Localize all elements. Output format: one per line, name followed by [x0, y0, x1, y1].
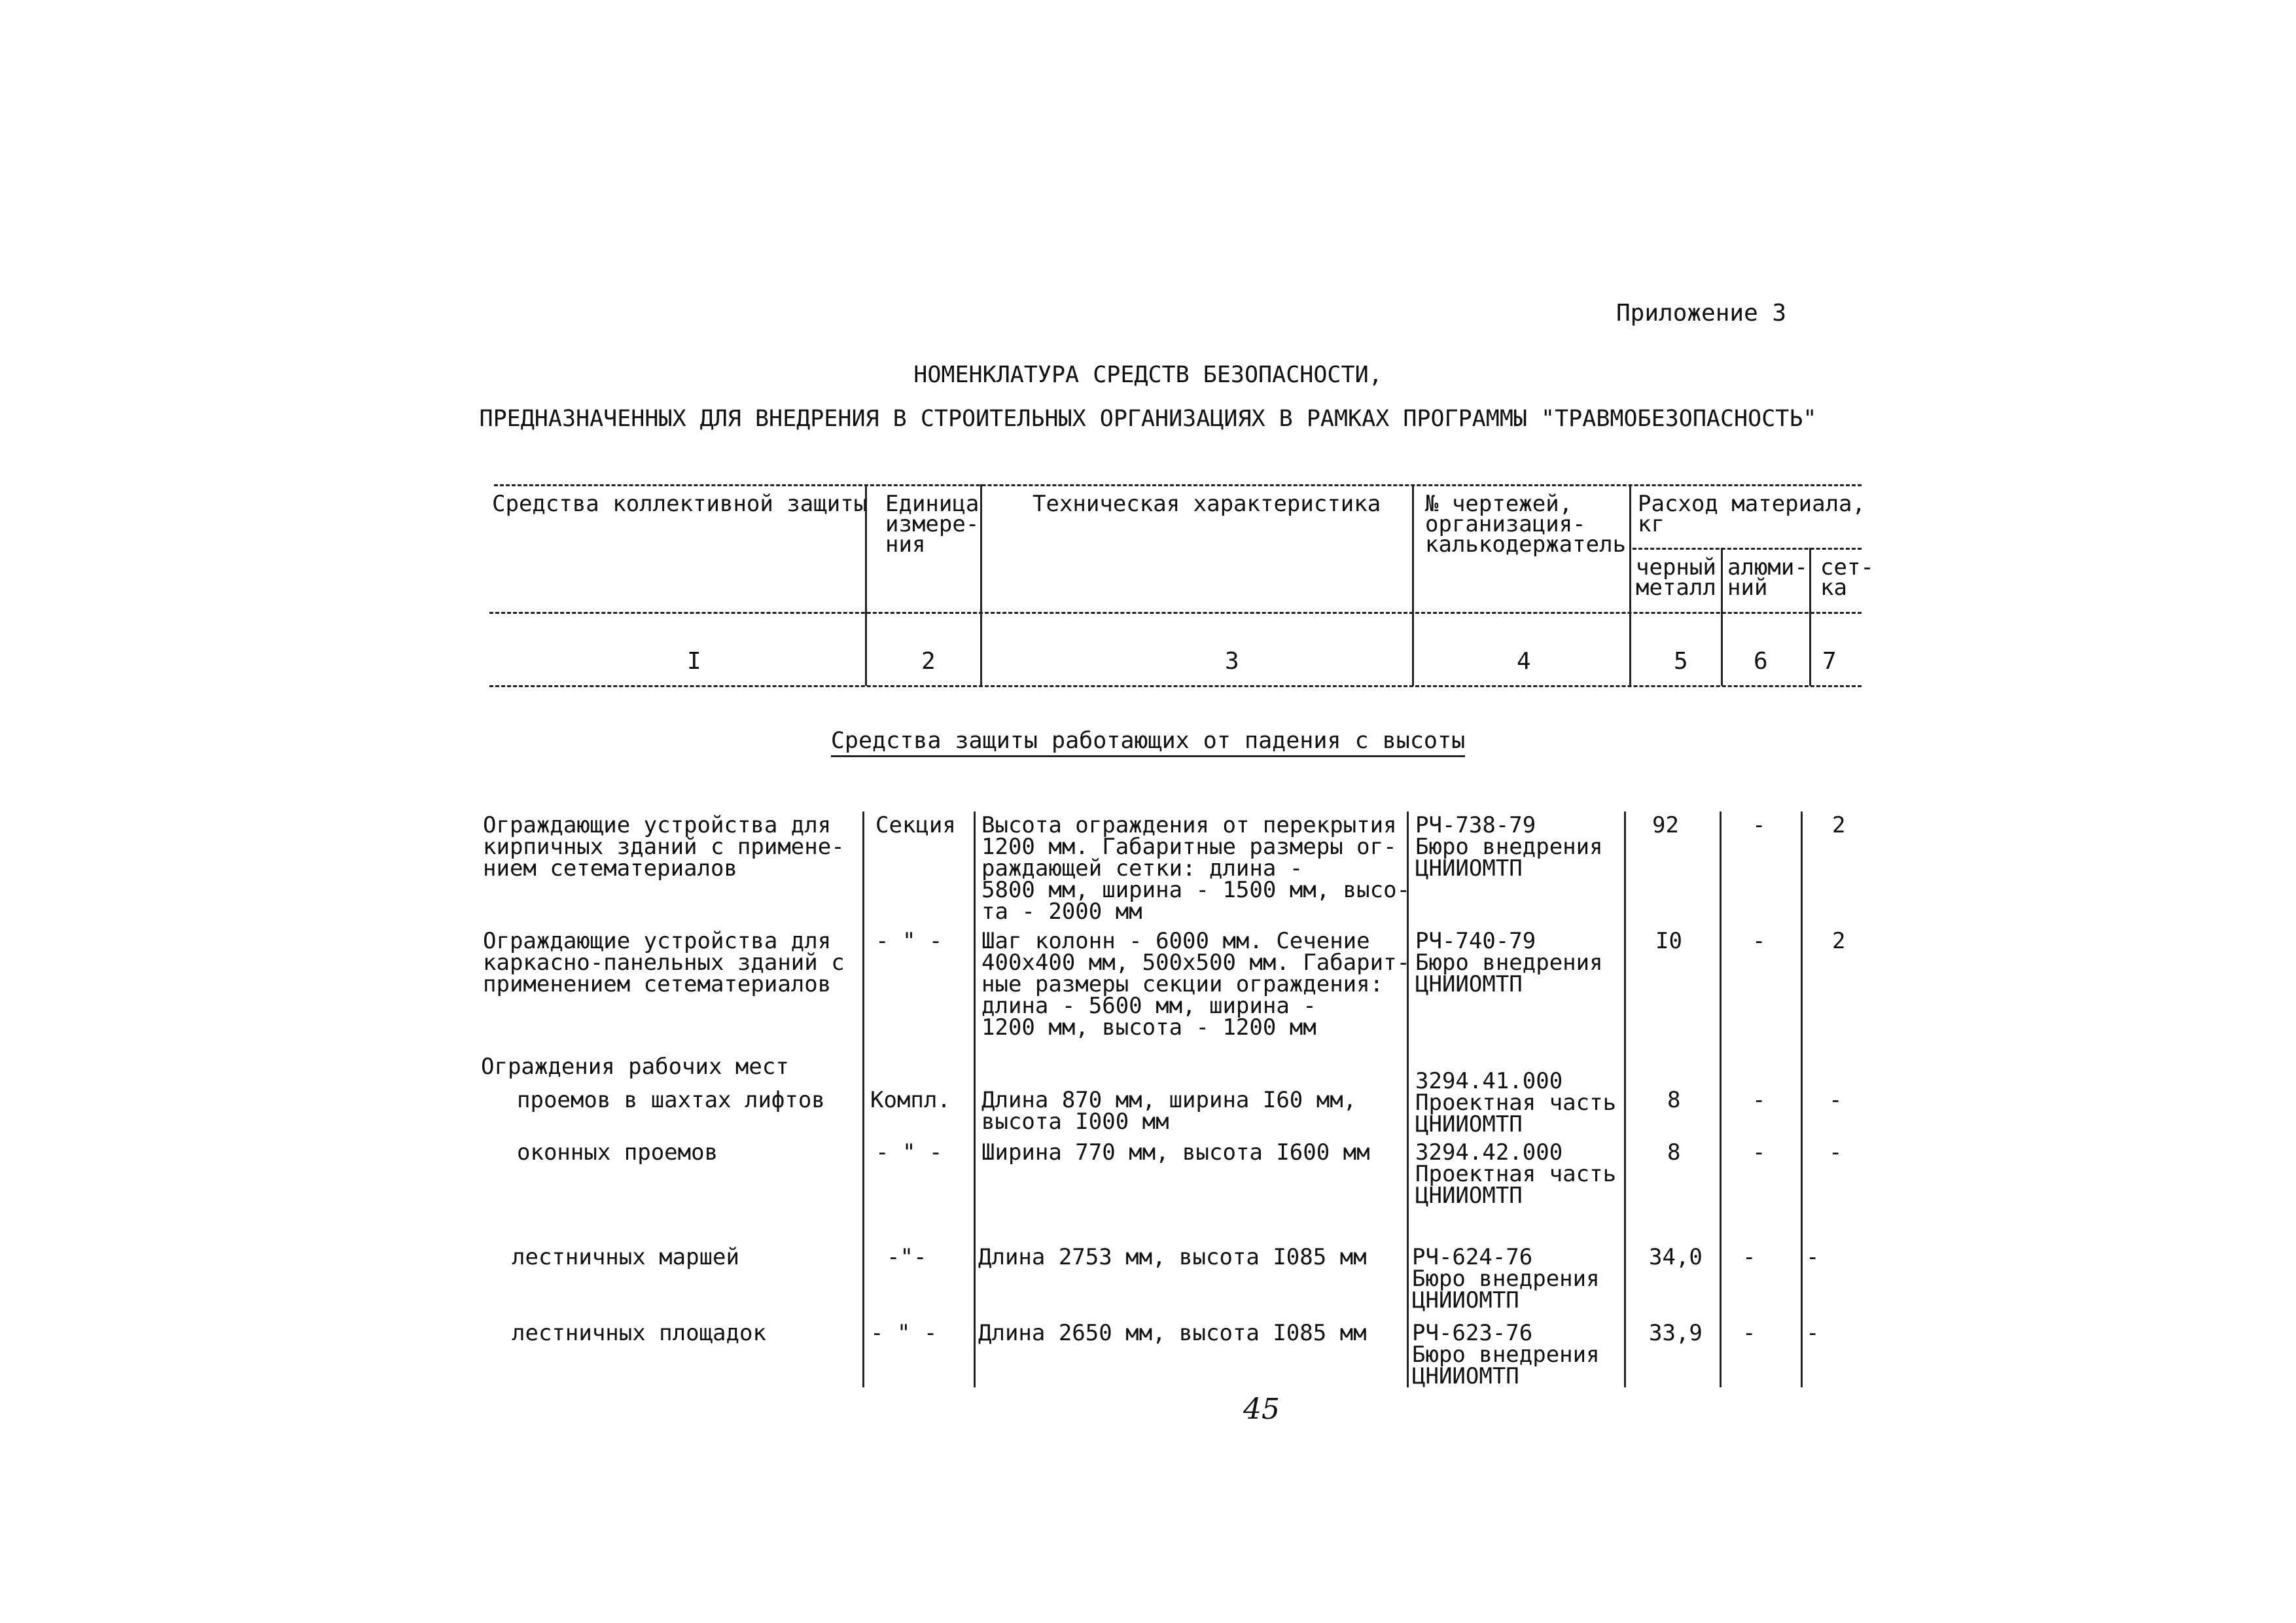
body-divider: [974, 812, 976, 1387]
header-top-rule: [494, 484, 1862, 486]
column-number: 4: [1517, 648, 1531, 675]
header-drawings: № чертежей, организация- калькодержатель: [1425, 491, 1627, 558]
table-cell-mesh: -: [1806, 1320, 1820, 1346]
column-number: 2: [921, 648, 936, 675]
document-title-line2: ПРЕДНАЗНАЧЕННЫХ ДЛЯ ВНЕДРЕНИЯ В СТРОИТЕЛЬНЫХ ОРГАНИЗАЦИЯХ В РАМКАХ ПРОГРАММЫ "ТРАВМОБЕЗОПАСНОСТЬ": [479, 406, 1817, 432]
header-black-metal: черный металл: [1636, 554, 1716, 601]
body-divider: [1801, 812, 1803, 1387]
table-cell-unit: -"-: [887, 1244, 927, 1270]
group-heading: Ограждения рабочих мест: [481, 1054, 789, 1080]
table-cell-name: лестничных маршей: [512, 1244, 739, 1270]
header-collective-protection: Средства коллективной защиты: [492, 491, 868, 517]
table-cell-spec: Длина 2753 мм, высота I085 мм: [978, 1244, 1367, 1270]
table-cell-unit: - " -: [875, 1139, 943, 1166]
header-unit: Единица измере- ния: [885, 491, 980, 558]
table-cell-metal: I0: [1655, 928, 1682, 954]
table-cell-mesh: -: [1829, 1087, 1843, 1113]
document-title-line1: НОМЕНКЛАТУРА СРЕДСТВ БЕЗОПАСНОСТИ,: [913, 362, 1383, 388]
column-number: 5: [1674, 648, 1688, 675]
body-divider: [1624, 812, 1626, 1387]
table-cell-unit: - " -: [875, 928, 943, 954]
header-mesh: сет- ка: [1820, 554, 1874, 601]
table-cell-aluminum: -: [1742, 1244, 1756, 1270]
column-number: 6: [1754, 648, 1768, 675]
body-divider: [862, 812, 864, 1387]
table-cell-aluminum: -: [1742, 1320, 1756, 1346]
table-cell-drawing: 3294.42.000 Проектная часть ЦНИИОМТП: [1415, 1139, 1617, 1209]
table-cell-metal: 8: [1667, 1087, 1681, 1113]
table-cell-name: Ограждающие устройства для кирпичных зданий с примене- нием сетематериалов: [483, 812, 845, 882]
table-cell-name: оконных проемов: [517, 1139, 718, 1166]
table-cell-drawing: 3294.41.000 Проектная часть ЦНИИОМТП: [1415, 1068, 1617, 1137]
header-subgroup-rule: [1633, 548, 1862, 550]
table-cell-mesh: 2: [1832, 812, 1846, 838]
table-cell-spec: Высота ограждения от перекрытия 1200 мм. Габаритные размеры ог- раждающей сетки: длина - 5800 мм, ширина - 1500 мм, высо- та - 2000 мм: [981, 812, 1411, 925]
table-cell-drawing: РЧ-738-79 Бюро внедрения ЦНИИОМТП: [1415, 812, 1603, 882]
table-cell-unit: Секция: [875, 812, 956, 838]
table-cell-drawing: РЧ-624-76 Бюро внедрения ЦНИИОМТП: [1412, 1244, 1600, 1313]
table-cell-name: Ограждающие устройства для каркасно-панельных зданий с применением сетематериалов: [483, 928, 845, 997]
header-divider: [980, 484, 982, 686]
table-cell-metal: 34,0: [1649, 1244, 1703, 1270]
table-cell-aluminum: -: [1752, 1139, 1766, 1166]
table-cell-unit: Компл.: [870, 1087, 951, 1113]
header-bottom-rule: [489, 612, 1862, 614]
section-title: Средства защиты работающих от падения с высоты: [0, 728, 2296, 754]
table-cell-mesh: -: [1806, 1244, 1820, 1270]
table-cell-metal: 33,9: [1649, 1320, 1703, 1346]
header-divider: [1412, 484, 1414, 686]
table-cell-aluminum: -: [1752, 812, 1766, 838]
table-cell-metal: 8: [1667, 1139, 1681, 1166]
table-cell-drawing: РЧ-623-76 Бюро внедрения ЦНИИОМТП: [1412, 1320, 1600, 1389]
header-tech-spec: Техническая характеристика: [1033, 491, 1381, 517]
column-number: 7: [1822, 648, 1837, 675]
table-cell-aluminum: -: [1752, 1087, 1766, 1113]
table-cell-metal: 92: [1652, 812, 1679, 838]
table-cell-name: проемов в шахтах лифтов: [517, 1087, 825, 1113]
table-cell-name: лестничных площадок: [512, 1320, 766, 1346]
table-cell-mesh: -: [1829, 1139, 1843, 1166]
table-cell-mesh: 2: [1832, 928, 1846, 954]
body-divider: [1720, 812, 1722, 1387]
column-numbers-rule: [489, 685, 1862, 687]
header-aluminum: алюми- ний: [1727, 554, 1808, 601]
table-cell-spec: Шаг колонн - 6000 мм. Сечение 400х400 мм, 500х500 мм. Габарит- ные размеры секции ограждения: длина - 5600 мм, ширина - 1200 мм, высота - 1200 мм: [981, 928, 1411, 1041]
column-number: 3: [1225, 648, 1239, 675]
table-cell-spec: Длина 2650 мм, высота I085 мм: [978, 1320, 1367, 1346]
table-cell-aluminum: -: [1752, 928, 1766, 954]
table-cell-spec: Ширина 770 мм, высота I600 мм: [981, 1139, 1370, 1166]
table-cell-drawing: РЧ-740-79 Бюро внедрения ЦНИИОМТП: [1415, 928, 1603, 997]
table-cell-unit: - " -: [870, 1320, 938, 1346]
header-divider: [1809, 548, 1811, 686]
header-material-consumption: Расход материала, кг: [1638, 491, 1865, 537]
column-number: I: [687, 648, 701, 675]
appendix-label: Приложение 3: [1616, 300, 1787, 327]
header-divider: [1629, 484, 1631, 686]
table-cell-spec: Длина 870 мм, ширина I60 мм, высота I000 мм: [981, 1087, 1357, 1135]
header-divider: [1721, 548, 1723, 686]
page-number: 45: [1243, 1393, 1280, 1426]
